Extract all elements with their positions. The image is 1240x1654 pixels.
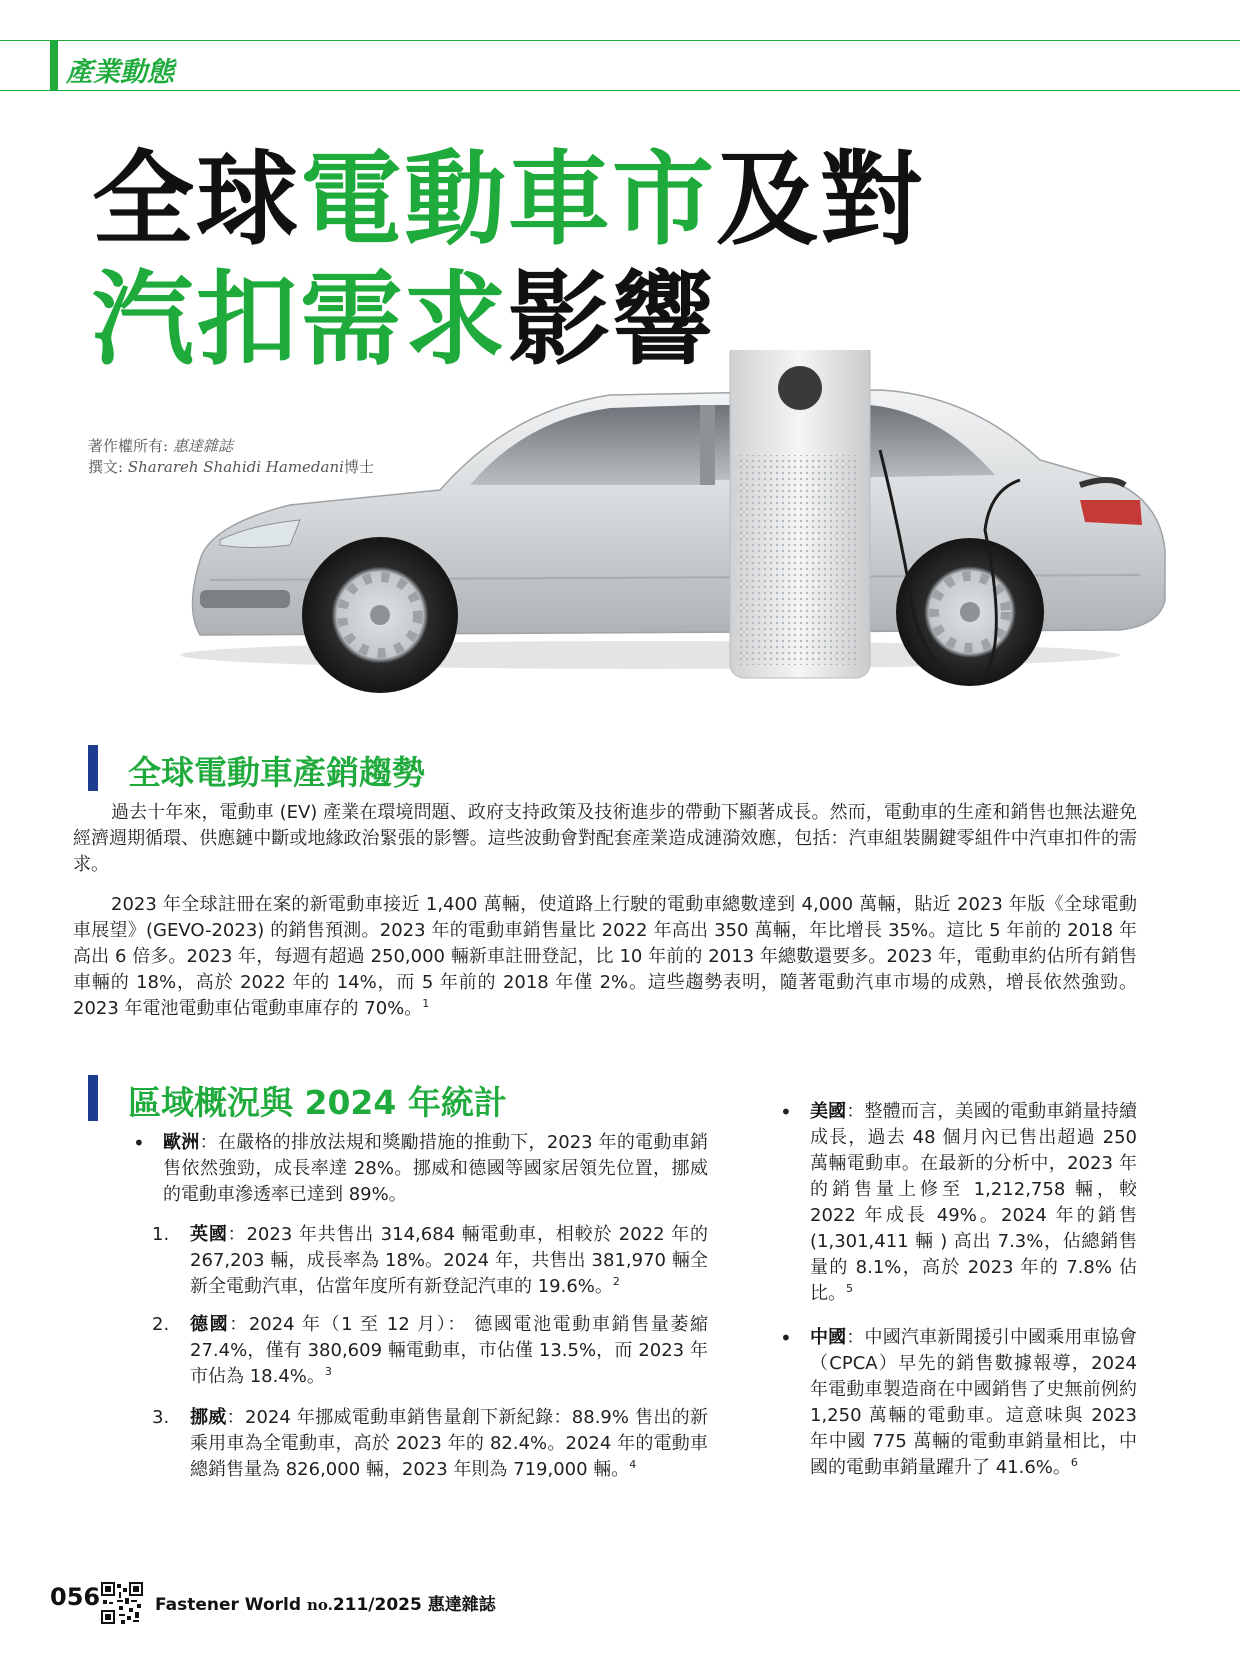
item-text: ：2024 年（1 至 12 月）： 德國電池電動車銷售量萎縮 27.4%，僅有 380,609 輛電動車，市佔僅 13.5%，而 2023 年市佔為 18.4%。 <box>190 1314 708 1387</box>
bullet-label: 中國 <box>810 1327 847 1348</box>
issue-label: no. <box>306 1596 333 1614</box>
bullet-europe <box>133 1130 709 1208</box>
title-part: 影響 <box>508 261 716 380</box>
bullet-china <box>780 1325 1138 1481</box>
numbered-item-norway <box>152 1405 709 1483</box>
copyright-value: 惠達雜誌 <box>172 437 233 455</box>
bullet-label: 美國 <box>810 1101 847 1122</box>
footnote-ref: 1 <box>422 997 430 1010</box>
heading-text: 區域概況與 2024 年統計 <box>128 1083 507 1122</box>
heading-accent-bar <box>88 745 98 791</box>
numbered-item-germany <box>152 1312 708 1390</box>
author-suffix: 博士 <box>343 458 374 476</box>
article-title-line-1 <box>92 141 924 260</box>
title-highlight: 汽扣需求 <box>92 261 508 380</box>
bullet-usa <box>780 1099 1138 1307</box>
numbered-item-uk <box>152 1222 708 1300</box>
heading-text: 全球電動車產銷趨勢 <box>128 753 425 792</box>
bullet-mark: • <box>780 1326 792 1350</box>
footnote-ref: 4 <box>629 1458 637 1471</box>
item-number: 3. <box>152 1407 170 1428</box>
bullet-mark: • <box>133 1131 145 1155</box>
item-number: 2. <box>152 1314 170 1335</box>
item-label: 挪威 <box>190 1407 227 1428</box>
page-number: 056 <box>50 1583 101 1611</box>
item-text: ：2023 年共售出 314,684 輛電動車，相較於 2022 年的 267,203 輛，成長率為 18%。2024 年，共售出 381,970 輛全新全電動汽車，佔當年度所有新登記汽車的 19.6%。 <box>190 1224 708 1297</box>
bullet-text: ：中國汽車新聞援引中國乘用車協會（CPCA）早先的銷售數據報導，2024 年電動車製造商在中國銷售了史無前例約 1,250 萬輛的電動車。這意味與 2023 年中國 775 萬輛的電動車銷量相比，中國的電動車銷量躍升了 41.6%。 <box>810 1327 1138 1478</box>
footnote-ref: 5 <box>846 1282 853 1295</box>
author-name: Sharareh Shahidi Hamedani <box>127 458 344 476</box>
magazine-name: Fastener World <box>155 1595 302 1615</box>
issue-number: 211/2025 <box>332 1595 422 1615</box>
footnote-ref: 2 <box>612 1275 620 1288</box>
title-part: 全球 <box>92 141 300 260</box>
footnote-ref: 6 <box>1070 1456 1078 1469</box>
paragraph <box>73 892 1137 1022</box>
item-text: ：2024 年挪威電動車銷售量創下新紀錄：88.9% 售出的新乘用車為全電動車，高於 2023 年的 82.4%。2024 年的電動車總銷售量為 826,000 輛，2023 年則為 719,000 輛。 <box>190 1407 709 1480</box>
copyright-label: 著作權所有: <box>88 437 173 455</box>
section-header-bar <box>0 40 1240 91</box>
title-part: 及對 <box>716 141 924 260</box>
paragraph-text: 2023 年全球註冊在案的新電動車接近 1,400 萬輛，使道路上行駛的電動車總數達到 4,000 萬輛，貼近 2023 年版《全球電動車展望》(GEVO-2023) 的銷售預測。2023 年的電動車銷售量比 2022 年高出 350 萬輛，年比增長 35%。這比 5 年前的 2018 年高出 6 倍多。2023 年，每週有超過 250,000 輛新車註冊登記，比 10 年前的 2013 年總數還要多。2023 年，電動車約佔所有銷售車輛的 18%，高於 2022 年的 14%，而 5 年前的 2018 年僅 2%。這些趨勢表明，隨著電動汽車市場的成熟，增長依然強勁。2023 年電池電動車佔電動車庫存的 70%。 <box>73 894 1137 1019</box>
section-tag-accent <box>50 40 58 91</box>
footnote-ref: 3 <box>324 1365 332 1378</box>
section-tag: 產業動態 <box>66 57 174 88</box>
item-label: 英國 <box>190 1224 228 1245</box>
qr-code-icon[interactable] <box>101 1582 143 1624</box>
publisher-name: 惠達雜誌 <box>427 1595 496 1615</box>
hero-photo-ev-charging <box>180 350 1190 730</box>
item-label: 德國 <box>190 1314 230 1335</box>
bullet-text: ：在嚴格的排放法規和獎勵措施的推動下，2023 年的電動車銷售依然強勁，成長率達 28%。挪威和德國等國家居領先位置，挪威的電動車滲透率已達到 89%。 <box>163 1132 709 1205</box>
bullet-text: ：整體而言，美國的電動車銷量持續成長，過去 48 個月內已售出超過 250 萬輛電動車。在最新的分析中，2023 年的銷售量上修至 1,212,758 輛，較 2022 年成長 49%。2024 年的銷售(1,301,411 輛 ) 高出 7.3%，佔總銷售量的 8.1%，高於 2023 年的 7.8% 佔比。 <box>810 1101 1138 1304</box>
bullet-mark: • <box>780 1100 792 1124</box>
author-label: 撰文: <box>88 458 128 476</box>
footer-magazine <box>155 1590 496 1615</box>
title-highlight: 電動車市 <box>300 141 716 260</box>
paragraph: 過去十年來，電動車 (EV) 產業在環境問題、政府支持政策及技術進步的帶動下顯著成長。然而，電動車的生產和銷售也無法避免經濟週期循環、供應鏈中斷或地緣政治緊張的影響。這些波動會對配套產業造成漣漪效應，包括：汽車組裝關鍵零組件中汽車扣件的需求。 <box>73 802 1137 875</box>
item-number: 1. <box>152 1224 170 1245</box>
heading-accent-bar <box>88 1075 98 1121</box>
bullet-label: 歐洲 <box>163 1132 200 1153</box>
